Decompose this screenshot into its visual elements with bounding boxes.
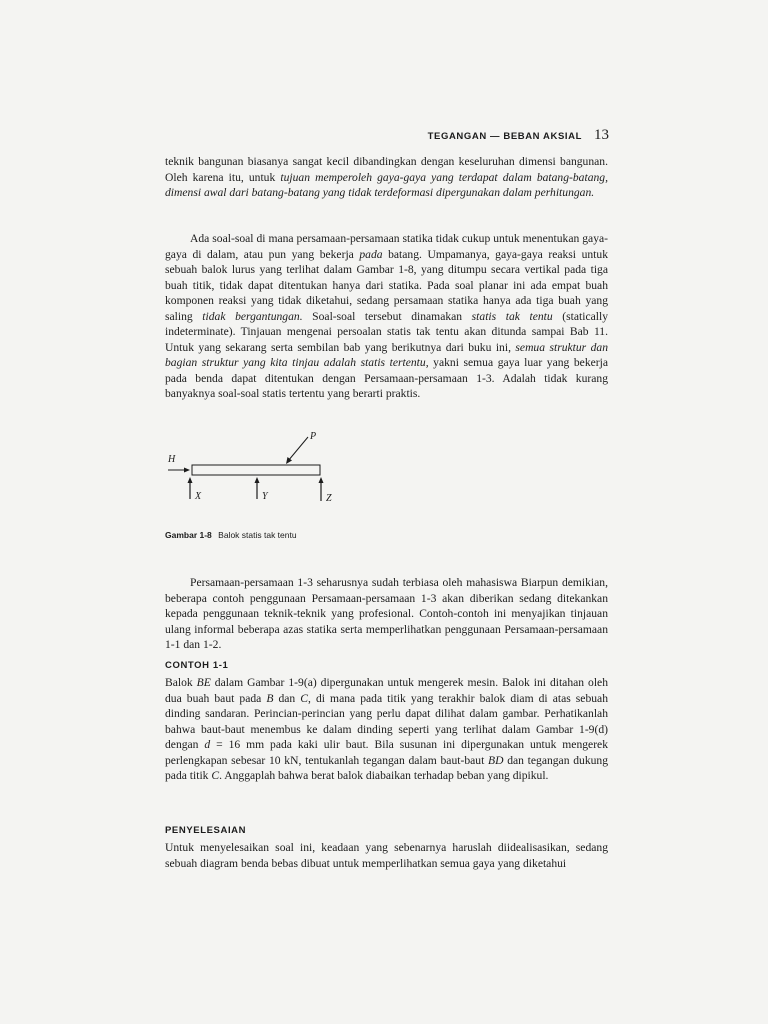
beam-diagram	[160, 425, 360, 515]
label-h: H	[168, 454, 176, 465]
example-emphasis-4: d	[204, 738, 211, 751]
example-text-7: . Anggaplah bahwa berat balok diabaikan terhadap beban yang dipikul.	[219, 769, 549, 782]
label-z: Z	[326, 493, 332, 504]
solution-heading: PENYELESAIAN	[165, 825, 247, 836]
example-emphasis-1: BE	[196, 676, 211, 689]
solution-paragraph	[165, 840, 608, 871]
para2-emphasis-2: tidak bergantungan.	[202, 309, 303, 323]
para2-text-5: yakni semua gaya luar yang bekerja pada benda dapat ditentukan dengan Persamaan-persamaan 1-3. Adalah tidak kurang banyaknya soal-soal statis tertentu yang berarti praktis.	[165, 356, 608, 400]
para2-emphasis-4: semua struktur dan bagian struktur yang kita tinjau adalah statis tertentu,	[165, 340, 608, 369]
caption-number: Gambar 1-8	[165, 530, 212, 540]
solution-text: Untuk menyelesaikan soal ini, keadaan yang sebenarnya haruslah diidealisasikan, sedang sebuah diagram benda bebas dibuat untuk memperlihatkan semua gaya yang diketahui	[165, 841, 608, 870]
arrowhead-x	[188, 477, 193, 483]
body-paragraph-3	[165, 575, 608, 653]
label-x: X	[195, 491, 202, 502]
para1-text: teknik bangunan biasanya sangat kecil dibandingkan dengan keseluruhan dimensi bangunan. Oleh karena itu, untuk	[165, 155, 608, 184]
example-text-6: dan tegangan dukung pada titik	[165, 753, 609, 782]
label-y: Y	[262, 491, 268, 502]
example-emphasis-3: C	[300, 691, 309, 705]
example-heading: CONTOH 1-1	[165, 660, 229, 671]
para2-emphasis-3: statis tak tentu	[471, 309, 553, 323]
page-header	[428, 127, 609, 144]
example-paragraph	[165, 675, 608, 784]
arrow-p	[288, 437, 308, 461]
example-text-5: = 16 mm pada kaki ulir baut. Bila susunan ini dipergunakan untuk mengerek perlengkapan sebesar 10 kN, tentukanlah tegangan dalam baut-baut	[165, 738, 608, 767]
example-text-3: dan	[273, 691, 301, 705]
para2-text-2: batang. Umpamanya, gaya-gaya reaksi untuk sebuah balok lurus yang terlihat dalam Gambar 1-8, yang ditumpu secara vertikal pada tiga buah titik, tidak dapat ditentukan hanya dari statika. Pada soal planar ini ada empat buah komponen reaksi yang tidak diketahui, sedang persamaan statika hanya ada tiga buah yang saling	[165, 247, 608, 323]
arrowhead-y	[255, 477, 260, 483]
arrowhead-z	[319, 477, 324, 483]
page-number: 13	[594, 127, 609, 143]
example-text-4: , di mana pada titik yang terakhir balok diam di atas sebuah dinding sandaran. Perincian-perincian yang perlu dapat dilihat dalam gambar. Perhatikanlah bahwa baut-baut menembus ke dalam dinding seperti yang terlihat dalam Gambar 1-9(d) dengan	[165, 691, 608, 751]
para2-text-4: (statically indeterminate). Tinjauan mengenai persoalan statis tak tentu akan ditunda sampai Bab 11. Untuk yang sekarang serta sembilan bab yang berikutnya dari buku ini,	[165, 309, 608, 354]
running-title: TEGANGAN — BEBAN AKSIAL	[427, 131, 582, 142]
example-emphasis-5: BD	[488, 753, 504, 767]
para2-emphasis-1: pada	[359, 247, 383, 261]
arrowhead-h	[184, 468, 190, 473]
para1-emphasis: tujuan memperoleh gaya-gaya yang terdapat dalam batang-batang, dimensi awal dari batang-batang yang tidak terdeformasi dipergunakan dalam perhitungan.	[165, 170, 608, 199]
beam	[192, 465, 320, 475]
body-paragraph-2	[165, 231, 608, 402]
example-emphasis-2: B	[266, 691, 274, 705]
figure-caption	[165, 530, 297, 540]
body-paragraph-1	[165, 154, 608, 201]
para2-text-3: Soal-soal tersebut dinamakan	[302, 309, 472, 323]
example-text-1: Balok	[165, 676, 197, 689]
example-text-2: dalam Gambar 1-9(a) dipergunakan untuk mengerek mesin. Balok ini ditahan oleh dua buah baut pada	[165, 676, 608, 705]
caption-text: Balok statis tak tentu	[218, 530, 297, 540]
label-p: P	[310, 431, 317, 442]
para3-text: Persamaan-persamaan 1-3 seharusnya sudah terbiasa oleh mahasiswa Biarpun demikian, beberapa contoh penggunaan Persamaan-persamaan 1-3 akan diberikan sedang ditekankan kepada penggunaan teknik-teknik yang profesional. Contoh-contoh ini menyajikan tinjauan ulang informal beberapa azas statika serta memperlihatkan penggunaan Persamaan-persamaan 1-1 dan 1-2.	[165, 576, 608, 651]
example-emphasis-6: C	[211, 769, 220, 782]
para2-text-1: Ada soal-soal di mana persamaan-persamaan statika tidak cukup untuk menentukan gaya-gaya di dalam, atau pun yang bekerja	[165, 232, 608, 261]
